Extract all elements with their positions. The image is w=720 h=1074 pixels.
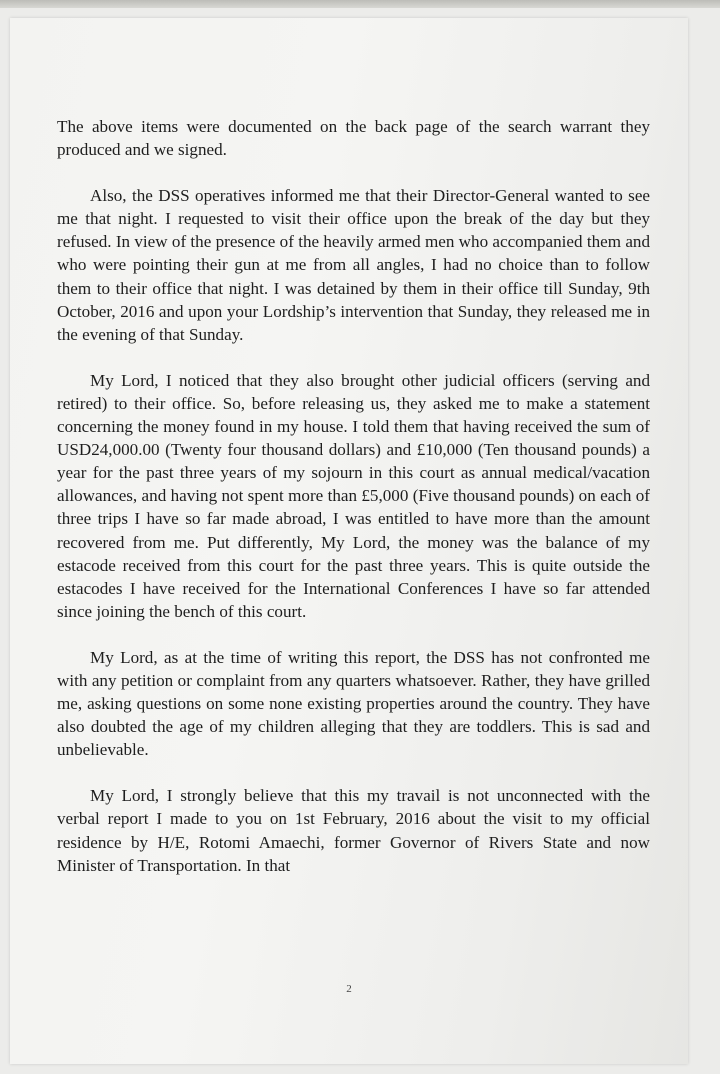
paragraph-3: My Lord, I noticed that they also brought other judicial officers (serving and retired) to their office. So, before releasing us, they asked me to make a statement concerning the money found in my house. I told them that having received the sum of USD24,000.00 (Twenty four thousand dollars) and £10,000 (Ten thousand pounds) a year for the past three years of my sojourn in this court as annual medical/vacation allowances, and having not spent more than £5,000 (Five thousand pounds) on each of three trips I have so far made abroad, I was entitled to have more than the amount recovered from me. Put differently, My Lord, the money was the balance of my estacode received from this court for the past three years. This is quite outside the estacodes I have received for the International Conferences I have so far attended since joining the bench of this court. [57,370,650,621]
top-edge-strip [0,0,720,8]
document-body [57,115,650,900]
paragraph-2: Also, the DSS operatives informed me that their Director-General wanted to see me that night. I requested to visit their office upon the break of the day but they refused. In view of the presence of the heavily armed men who accompanied them and who were pointing their gun at me from all angles, I had no choice than to follow them to their office that night. I was detained by them in their office till Sunday, 9th October, 2016 and upon your Lordship’s intervention that Sunday, they released me in the evening of that Sunday. [57,186,650,344]
paragraph-4: My Lord, as at the time of writing this report, the DSS has not confronted me with any petition or complaint from any quarters whatsoever. Rather, they have grilled me, asking questions on some none existing properties around the country. They have also doubted the age of my children alleging that they are toddlers. This is sad and unbelievable. [57,647,650,760]
paragraph-5: My Lord, I strongly believe that this my travail is not unconnected with the verbal report I made to you on 1st February, 2016 about the visit to my official residence by H/E, Rotomi Amaechi, former Governor of Rivers State and now Minister of Transportation. In that [57,786,650,875]
document-page [10,18,688,1064]
paragraph-1: The above items were documented on the back page of the search warrant they produced and we signed. [57,117,650,160]
page-number: 2 [346,983,352,995]
